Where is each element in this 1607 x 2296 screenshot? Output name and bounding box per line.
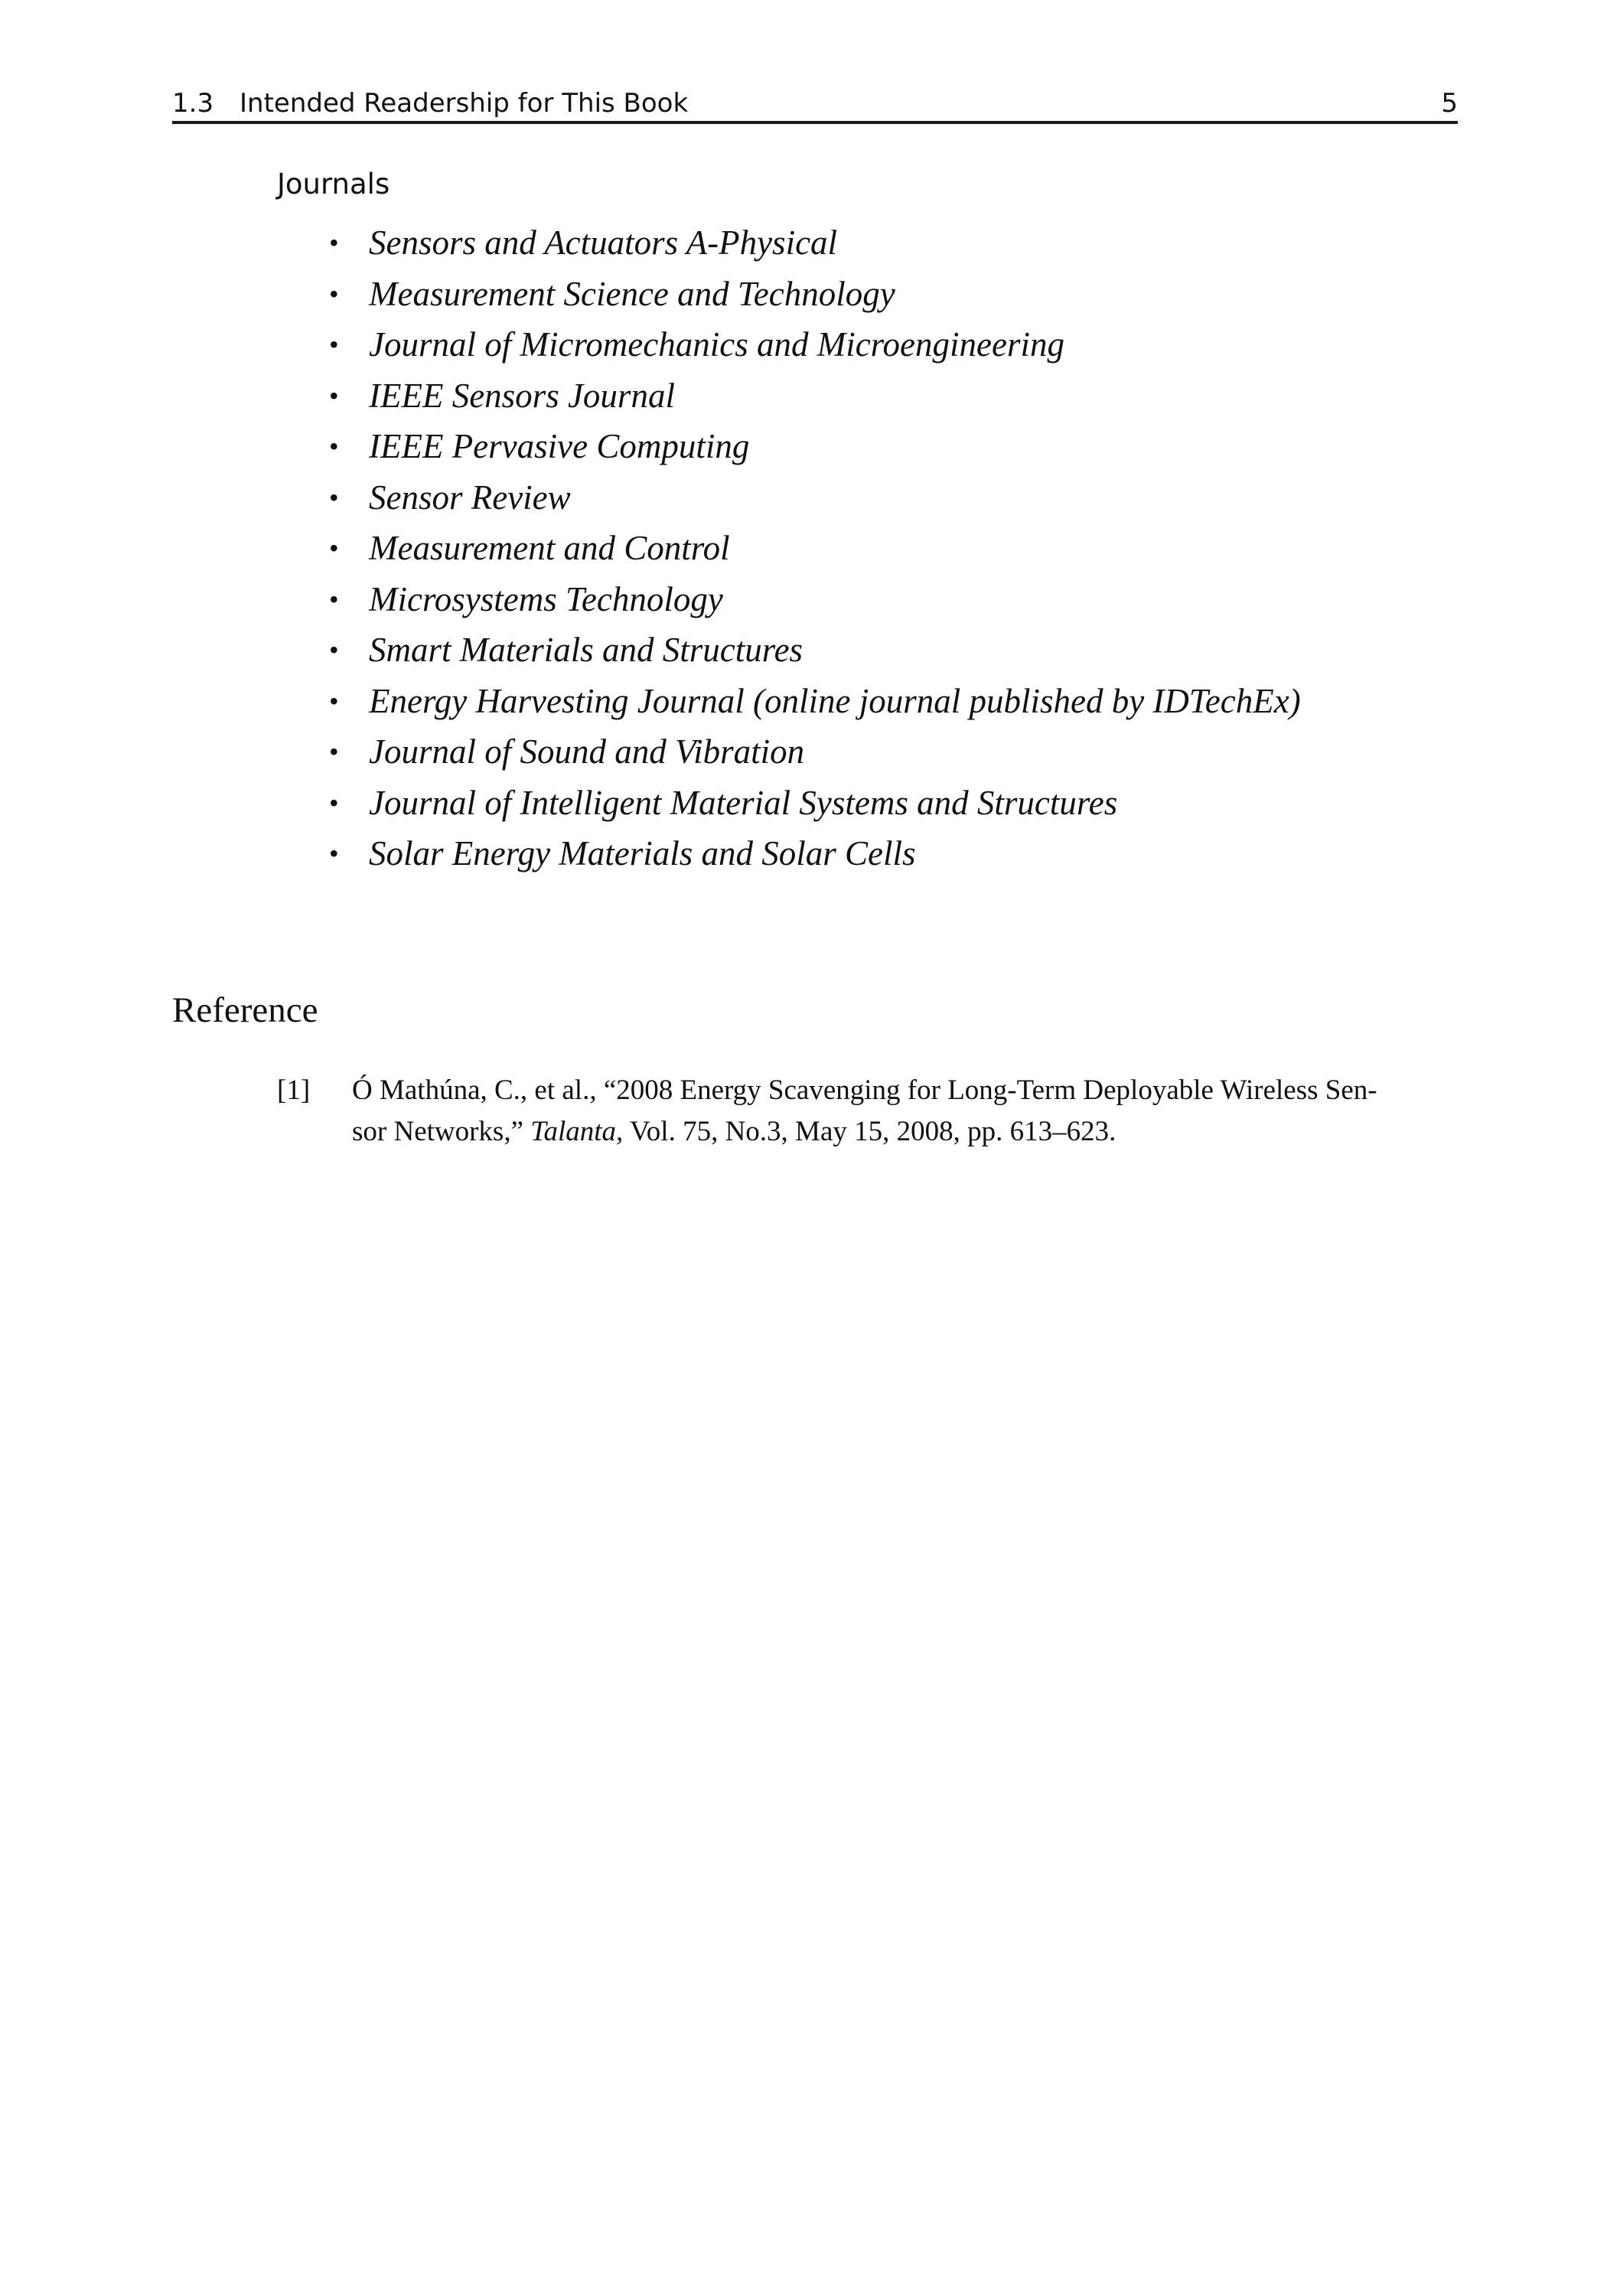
journal-list-item [329, 370, 1301, 422]
journal-list-item [329, 574, 1301, 625]
bullet-icon: • [329, 329, 339, 360]
journal-list-item [329, 269, 1301, 320]
citation-journal-name: Talanta, [530, 1116, 624, 1147]
reference-heading: Reference [172, 990, 318, 1030]
reference-number: [1] [277, 1075, 311, 1106]
bullet-icon: • [329, 380, 339, 411]
header-section-number: 1.3 [172, 88, 214, 119]
journal-title: Smart Materials and Structures [369, 631, 804, 669]
journals-heading: Journals [277, 168, 390, 201]
journal-list-item [329, 676, 1301, 727]
bullet-icon: • [329, 787, 339, 818]
bullet-icon: • [329, 838, 339, 869]
journal-title: Measurement and Control [369, 529, 730, 567]
bullet-icon: • [329, 278, 339, 309]
bullet-icon: • [329, 634, 339, 665]
journal-title: Measurement Science and Technology [369, 274, 895, 313]
journal-list-item [329, 726, 1301, 778]
bullet-icon: • [329, 227, 339, 258]
reference-citation [352, 1070, 1458, 1153]
journal-title: Journal of Intelligent Material Systems and Structures [369, 783, 1118, 822]
citation-line-2 [352, 1111, 1458, 1153]
journal-title: Sensors and Actuators A-Physical [369, 223, 838, 262]
bullet-icon: • [329, 736, 339, 767]
journal-list-item [329, 523, 1301, 574]
journal-title: IEEE Sensors Journal [369, 376, 675, 415]
citation-line-2-suffix: Vol. 75, No.3, May 15, 2008, pp. 613–623. [623, 1116, 1116, 1147]
running-header [172, 86, 1458, 124]
journal-title: Journal of Sound and Vibration [369, 732, 805, 771]
journal-list-item [329, 828, 1301, 879]
citation-line-1: Ó Mathúna, C., et al., “2008 Energy Scavenging for Long-Term Deployable Wireless Sen- [352, 1075, 1377, 1106]
citation-line-2-prefix: sor Networks,” [352, 1116, 531, 1147]
journal-title: Journal of Micromechanics and Microengineering [369, 325, 1064, 364]
journal-list-item [329, 778, 1301, 829]
bullet-icon: • [329, 685, 339, 716]
journal-list-item [329, 625, 1301, 676]
journal-list-item [329, 421, 1301, 472]
bullet-icon: • [329, 481, 339, 513]
journal-title: IEEE Pervasive Computing [369, 427, 750, 465]
journal-list-item [329, 472, 1301, 523]
journal-title: Sensor Review [369, 478, 571, 517]
bullet-icon: • [329, 431, 339, 461]
journal-title: Microsystems Technology [369, 579, 723, 618]
journal-list-item [329, 319, 1301, 370]
journal-list [329, 217, 1301, 879]
header-section-title: Intended Readership for This Book [240, 88, 689, 119]
bullet-icon: • [329, 583, 339, 615]
bullet-icon: • [329, 533, 339, 563]
journal-list-item [329, 217, 1301, 269]
journal-title: Solar Energy Materials and Solar Cells [369, 834, 916, 872]
page-number: 5 [1441, 88, 1458, 119]
journal-title: Energy Harvesting Journal (online journal published by IDTechEx) [369, 681, 1301, 720]
